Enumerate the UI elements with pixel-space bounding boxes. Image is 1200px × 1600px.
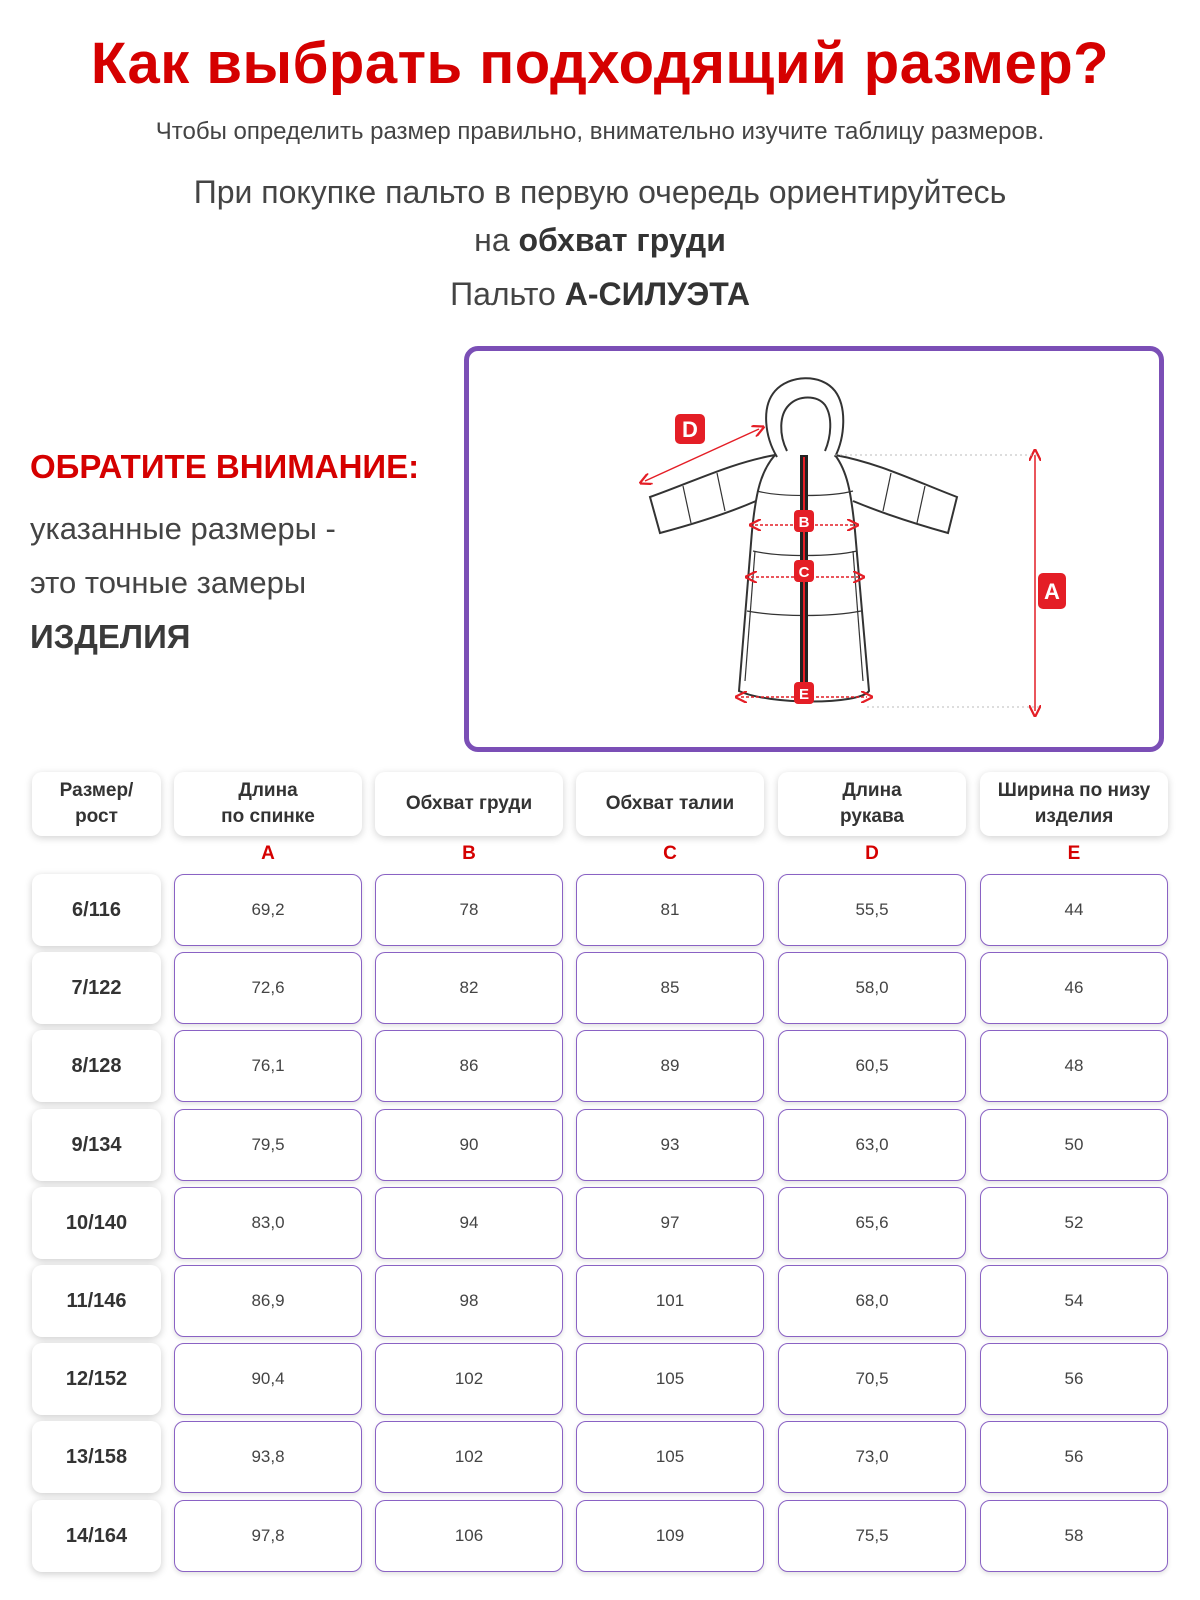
table-cell: 72,6 <box>174 952 362 1024</box>
size-label: 14/164 <box>32 1500 161 1572</box>
size-column-header: Размер/ рост <box>32 772 161 836</box>
size-label: 12/152 <box>32 1343 161 1415</box>
table-cell: 98 <box>375 1265 563 1337</box>
table-cell: 90,4 <box>174 1343 362 1415</box>
table-cell: 85 <box>576 952 764 1024</box>
table-cell: 55,5 <box>778 874 966 946</box>
column-header: Длина по спинке <box>174 772 362 836</box>
model-prefix: Пальто <box>450 276 556 312</box>
table-cell: 79,5 <box>174 1109 362 1181</box>
table-cell: 48 <box>980 1030 1168 1102</box>
table-cell: 58 <box>980 1500 1168 1572</box>
table-cell: 78 <box>375 874 563 946</box>
svg-text:B: B <box>798 514 810 531</box>
table-cell: 102 <box>375 1343 563 1415</box>
table-cell: 81 <box>576 874 764 946</box>
attention-line: это точные замеры <box>30 565 307 600</box>
table-cell: 56 <box>980 1421 1168 1493</box>
table-cell: 75,5 <box>778 1500 966 1572</box>
model-silhouette: А-СИЛУЭТА <box>564 276 750 312</box>
column-header: Ширина по низу изделия <box>980 772 1168 836</box>
table-cell: 86 <box>375 1030 563 1102</box>
table-cell: 63,0 <box>778 1109 966 1181</box>
table-cell: 60,5 <box>778 1030 966 1102</box>
svg-text:E: E <box>798 686 810 703</box>
table-cell: 65,6 <box>778 1187 966 1259</box>
marker-a <box>1038 573 1066 609</box>
table-cell: 97 <box>576 1187 764 1259</box>
instruction-text <box>0 168 1200 264</box>
svg-text:A: A <box>1044 579 1060 604</box>
table-cell: 106 <box>375 1500 563 1572</box>
attention-emphasis: ИЗДЕЛИЯ <box>30 618 191 655</box>
coat-diagram <box>464 346 1164 752</box>
table-cell: 76,1 <box>174 1030 362 1102</box>
model-name <box>0 276 1200 313</box>
table-cell: 90 <box>375 1109 563 1181</box>
table-cell: 50 <box>980 1109 1168 1181</box>
table-cell: 102 <box>375 1421 563 1493</box>
table-cell: 82 <box>375 952 563 1024</box>
column-header: Обхват груди <box>375 772 563 836</box>
size-label: 9/134 <box>32 1109 161 1181</box>
table-cell: 97,8 <box>174 1500 362 1572</box>
table-cell: 83,0 <box>174 1187 362 1259</box>
instruction-line-2 <box>0 216 1200 264</box>
instruction-emphasis: обхват груди <box>518 222 726 258</box>
table-cell: 105 <box>576 1421 764 1493</box>
attention-heading: ОБРАТИТЕ ВНИМАНИЕ: <box>30 448 420 485</box>
table-cell: 46 <box>980 952 1168 1024</box>
table-cell: 109 <box>576 1500 764 1572</box>
marker-b <box>794 510 814 532</box>
size-label: 6/116 <box>32 874 161 946</box>
table-cell: 93,8 <box>174 1421 362 1493</box>
table-cell: 73,0 <box>778 1421 966 1493</box>
size-label: 11/146 <box>32 1265 161 1337</box>
marker-c <box>794 560 814 582</box>
table-cell: 70,5 <box>778 1343 966 1415</box>
svg-text:C: C <box>798 564 810 581</box>
table-cell: 54 <box>980 1265 1168 1337</box>
table-cell: 105 <box>576 1343 764 1415</box>
column-letter: B <box>462 843 476 864</box>
size-label: 13/158 <box>32 1421 161 1493</box>
marker-e <box>794 682 814 704</box>
table-cell: 58,0 <box>778 952 966 1024</box>
marker-d <box>675 414 705 444</box>
table-cell: 69,2 <box>174 874 362 946</box>
size-label: 10/140 <box>32 1187 161 1259</box>
instruction-line: При покупке пальто в первую очередь ориентируйтесь <box>193 174 1007 210</box>
coat-illustration <box>469 351 1159 747</box>
page-title: Как выбрать подходящий размер? <box>90 31 1110 96</box>
instruction-prefix: на <box>474 222 510 258</box>
column-letter: A <box>261 843 275 864</box>
attention-line: указанные размеры - <box>30 511 336 546</box>
size-label: 7/122 <box>32 952 161 1024</box>
table-cell: 68,0 <box>778 1265 966 1337</box>
page-subtitle: Чтобы определить размер правильно, внимательно изучите таблицу размеров. <box>155 118 1045 145</box>
size-label: 8/128 <box>32 1030 161 1102</box>
table-cell: 86,9 <box>174 1265 362 1337</box>
column-letter: C <box>663 843 677 864</box>
table-cell: 93 <box>576 1109 764 1181</box>
svg-text:D: D <box>682 417 698 442</box>
table-cell: 89 <box>576 1030 764 1102</box>
column-letter: E <box>1067 843 1081 864</box>
table-cell: 101 <box>576 1265 764 1337</box>
attention-note <box>30 448 450 664</box>
table-cell: 94 <box>375 1187 563 1259</box>
table-cell: 56 <box>980 1343 1168 1415</box>
table-cell: 52 <box>980 1187 1168 1259</box>
column-header: Длина рукава <box>778 772 966 836</box>
table-cell: 44 <box>980 874 1168 946</box>
column-header: Обхват талии <box>576 772 764 836</box>
column-letter: D <box>865 843 879 864</box>
